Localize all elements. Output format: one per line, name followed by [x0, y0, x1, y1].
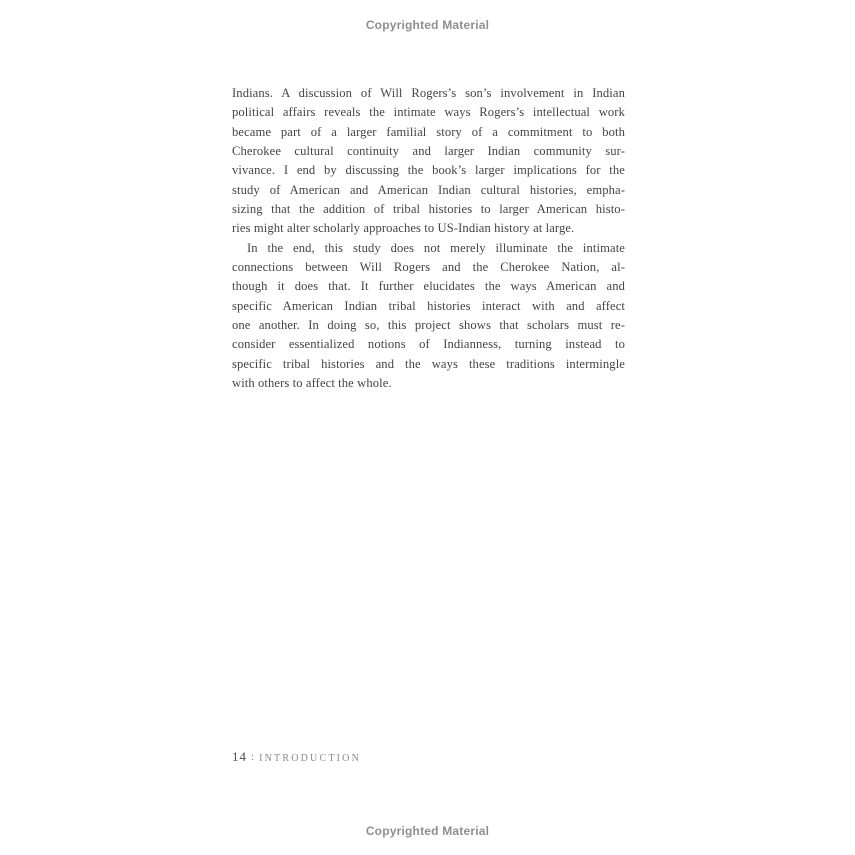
text-line: connections between Will Rogers and the Cherokee Nation, al- [232, 260, 625, 275]
text-line: In the end, this study does not merely illuminate the intimate [247, 240, 625, 255]
section-label: INTRODUCTION [259, 753, 362, 764]
footer-separator: : [251, 751, 255, 763]
page-footer [232, 749, 361, 765]
text-line: vivance. I end by discussing the book’s larger implications for the [232, 163, 625, 178]
text-line: ries might alter scholarly approaches to US-Indian history at large. [232, 221, 575, 236]
text-line: specific tribal histories and the ways these traditions intermingle [232, 356, 625, 371]
text-line: one another. In doing so, this project shows that scholars must re- [232, 318, 625, 333]
text-line: though it does that. It further elucidates the ways American and [232, 279, 625, 294]
text-line: became part of a larger familial story of a commitment to both [232, 124, 625, 139]
text-line: Indians. A discussion of Will Rogers’s son’s involvement in Indian [232, 86, 625, 100]
page-number: 14 [232, 749, 247, 764]
text-line: specific American Indian tribal histories interact with and affect [232, 298, 625, 313]
text-line: sizing that the addition of tribal histories to larger American histo- [232, 202, 625, 217]
copyright-banner-top: Copyrighted Material [365, 18, 490, 32]
body-text [232, 84, 625, 394]
copyright-banner-bottom: Copyrighted Material [365, 824, 490, 838]
text-line: Cherokee cultural continuity and larger Indian community sur- [232, 144, 625, 159]
text-line: political affairs reveals the intimate ways Rogers’s intellectual work [232, 105, 625, 120]
text-line: study of American and American Indian cultural histories, empha- [232, 182, 625, 197]
text-line: with others to affect the whole. [232, 376, 392, 391]
text-line: consider essentialized notions of Indianness, turning instead to [232, 337, 625, 352]
